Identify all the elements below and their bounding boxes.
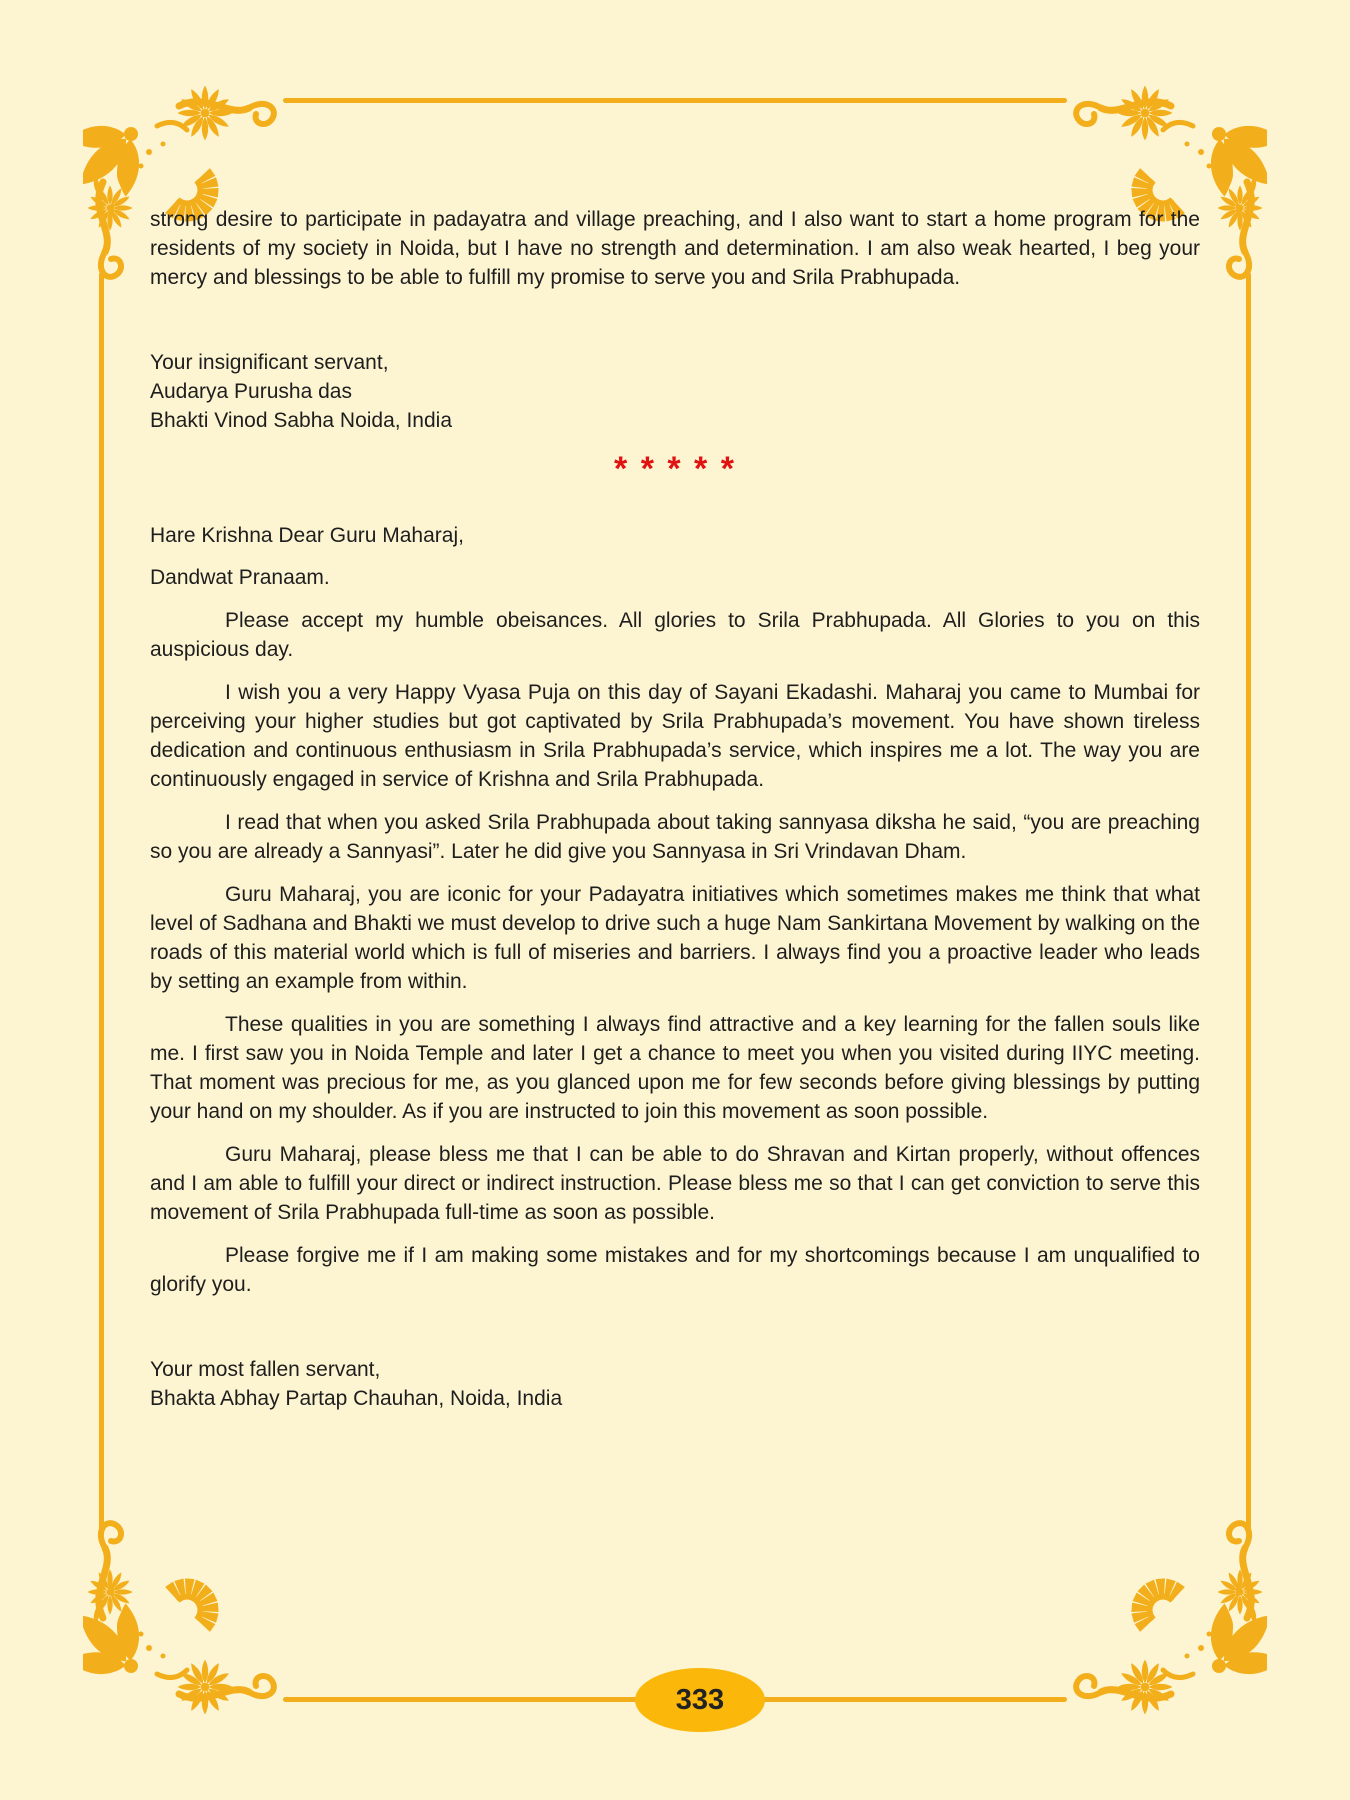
letter-two-salutation: Hare Krishna Dear Guru Maharaj, — [150, 524, 464, 547]
letter-two-paragraph: Guru Maharaj, you are iconic for your Padayatra initiatives which sometimes makes me think that what level of Sadhana and Bhakti we must develop to drive such a huge Nam Sankirtana Movement by walking on the roads of this material world which is full of miseries and barriers. I always find you a proactive leader who leads by setting an example from within. — [150, 883, 1200, 993]
letter-two-paragraph: Please forgive me if I am making some mistakes and for my shortcomings because I am unqualified to glorify you. — [150, 1244, 1200, 1296]
letter-one-signature-place: Bhakti Vinod Sabha Noida, India — [150, 409, 452, 432]
corner-ornament-bottom-right-icon — [1067, 1514, 1267, 1714]
letter-two-pranaam: Dandwat Pranaam. — [150, 566, 330, 589]
letters-content — [150, 205, 1200, 1413]
letter-one-signoff: Your insignificant servant, — [150, 351, 389, 374]
page-number-badge — [635, 1668, 765, 1732]
letter-two-signature: Bhakta Abhay Partap Chauhan, Noida, India — [150, 1387, 563, 1410]
border-line-right — [1246, 272, 1251, 1534]
letter-two-paragraph: These qualities in you are something I always find attractive and a key learning for the fallen souls like me. I first saw you in Noida Temple and later I get a chance to meet you when you visited during IIYC meeting. That moment was precious for me, as you glanced upon me for few seconds before giving blessings by putting your hand on my shoulder. As if you are instructed to join this movement as soon possible. — [150, 1013, 1200, 1123]
page-number: 333 — [675, 1683, 725, 1716]
letter-two-paragraph: Guru Maharaj, please bless me that I can be able to do Shravan and Kirtan properly, without offences and I am able to fulfill your direct or indirect instruction. Please bless me so that I can get conviction to serve this movement of Srila Prabhupada full-time as soon as possible. — [150, 1143, 1200, 1224]
letter-two-paragraph: I wish you a very Happy Vyasa Puja on this day of Sayani Ekadashi. Maharaj you came to Mumbai for perceiving your higher studies but got captivated by Srila Prabhupada’s movement. You have shown tireless dedication and continuous enthusiasm in Srila Prabhupada’s service, which inspires me a lot. The way you are continuously engaged in service of Krishna and Srila Prabhupada. — [150, 681, 1200, 791]
border-line-left — [99, 272, 104, 1534]
border-line-top — [283, 98, 1067, 103]
letter-one-closing-paragraph: strong desire to participate in padayatra and village preaching, and I also want to start a home program for the residents of my society in Noida, but I have no strength and determination. I am also weak hearted, I beg your mercy and blessings to be able to fulfill my promise to serve you and Srila Prabhupada. — [150, 208, 1200, 289]
corner-ornament-bottom-left-icon — [83, 1514, 283, 1714]
letter-two-signoff: Your most fallen servant, — [150, 1358, 381, 1381]
letter-two-paragraph: I read that when you asked Srila Prabhupada about taking sannyasa diksha he said, “you are preaching so you are already a Sannyasi”. Later he did give you Sannyasa in Sri Vrindavan Dham. — [150, 811, 1200, 863]
stars-separator: * * * * * — [614, 450, 736, 488]
letter-two-paragraph: Please accept my humble obeisances. All glories to Srila Prabhupada. All Glories to you on this auspicious day. — [150, 609, 1200, 661]
letter-one-signature-name: Audarya Purusha das — [150, 380, 352, 403]
